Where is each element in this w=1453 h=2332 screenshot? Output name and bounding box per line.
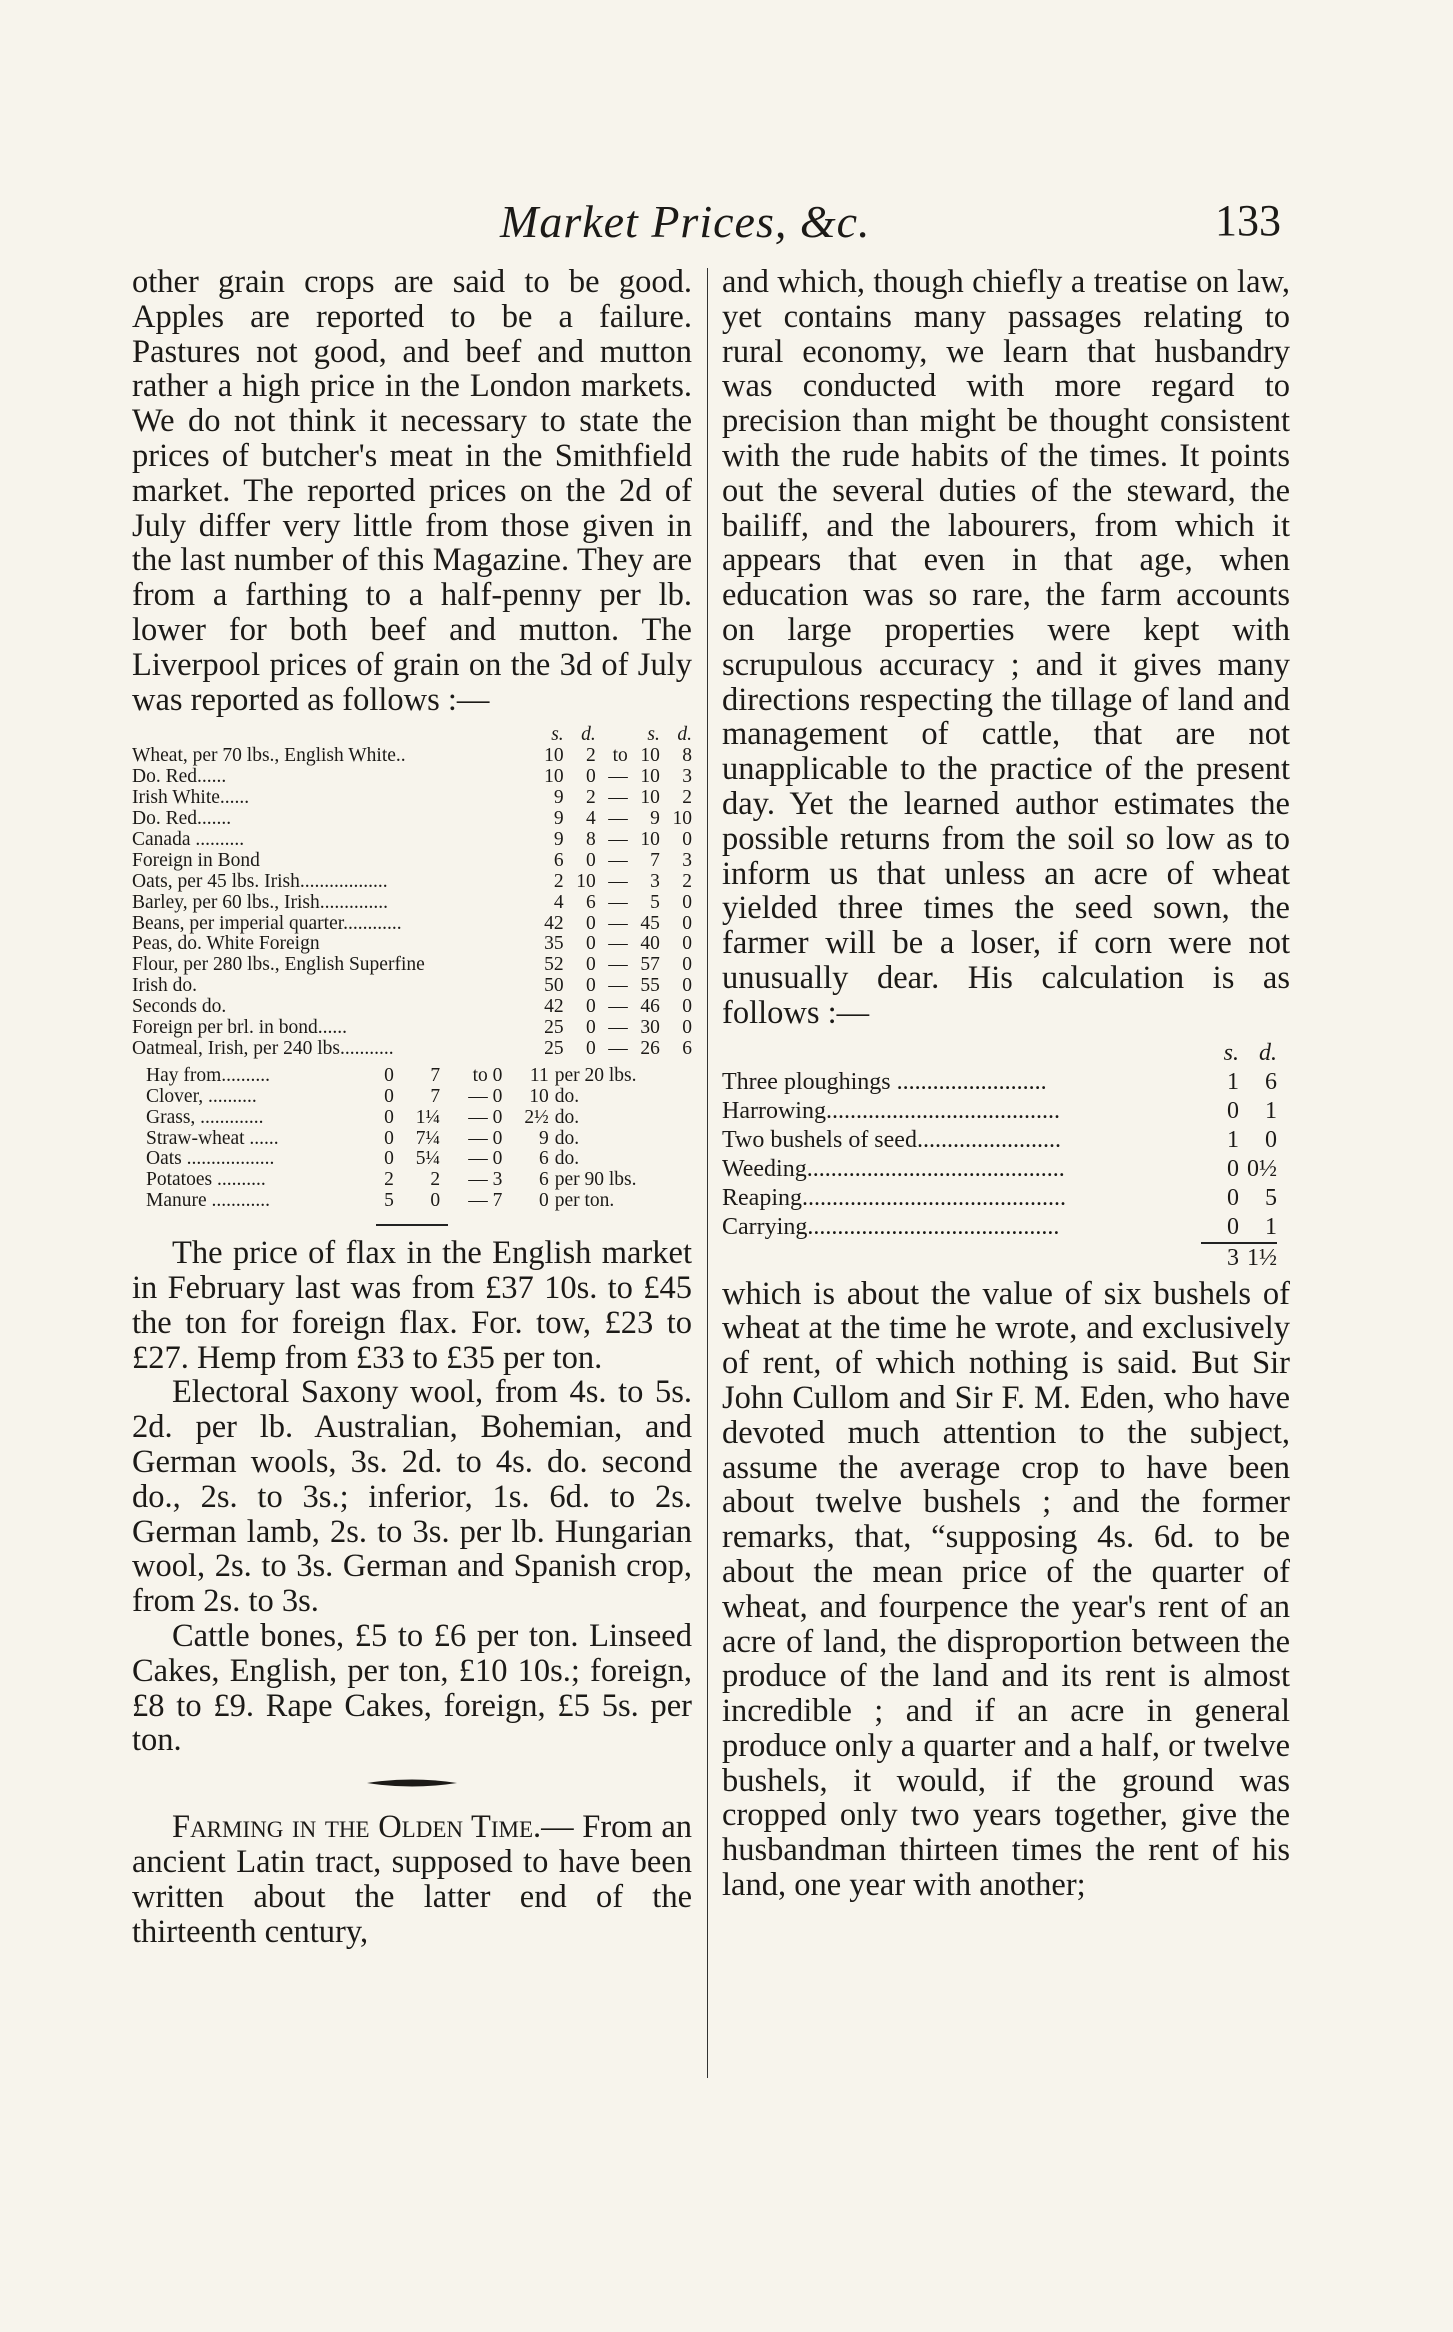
row-sep: — 7 [468,1190,503,1212]
row-s1: 25 [544,1017,564,1039]
row-c: 10 [529,1085,549,1107]
row-unit: per ton. [554,1190,615,1212]
row-sep: — [608,996,628,1018]
calc-s: 0 [1227,1097,1239,1124]
row-b: 0 [430,1190,441,1212]
flax-paragraph: The price of flax in the English market in February last was from £37 10s. to £45 the ton for foreign flax. For. tow, £23 to £27. Hemp from £33 to £35 per ton. [132,1235,692,1376]
row-d1: 4 [585,807,596,829]
table-row [132,893,692,914]
row-label: Irish do. [132,975,197,997]
table-row [132,767,692,788]
table-row [132,851,692,872]
row-d2: 0 [682,996,692,1018]
row-d2: 2 [682,870,692,892]
table-row [722,1097,1277,1126]
row-c: 0 [538,1190,549,1212]
row-b: 1¼ [415,1106,441,1128]
row-d1: 0 [585,1037,596,1059]
row-unit: per 20 lbs. [554,1064,637,1086]
olden-time-paragraph [132,1810,692,1949]
calc-label: Two bushels of seed........................ [722,1126,1061,1153]
calc-d: 1 [1265,1213,1277,1240]
calc-d: 6 [1265,1068,1277,1095]
calc-label: Harrowing....................................... [722,1097,1060,1124]
row-s1: 9 [553,807,564,829]
page-number: 133 [1215,196,1281,245]
row-s2: 55 [640,975,660,997]
calc-label: Weeding........................................... [722,1155,1065,1182]
row-d2: 0 [682,828,692,850]
table-row [722,1213,1277,1243]
table-row [132,914,692,935]
table-row [722,1068,1277,1097]
header-d2: d. [677,724,692,746]
row-sep: — [608,1017,628,1039]
row-c: 9 [538,1127,549,1149]
row-a: 0 [384,1085,394,1107]
table-row [722,1126,1277,1155]
header-s1: s. [551,724,564,746]
calc-s: 0 [1227,1213,1239,1240]
row-label: Wheat, per 70 lbs., English White.. [132,745,406,767]
row-label: Beans, per imperial quarter............ [132,912,402,934]
calc-s: 0 [1227,1155,1239,1182]
calc-header [722,1039,1277,1068]
table-row [132,1129,692,1150]
table-row [132,955,692,976]
row-label: Seconds do. [132,996,227,1018]
row-sep: — [608,807,628,829]
row-s2: 30 [640,1017,660,1039]
row-d1: 0 [585,1017,596,1039]
calc-s: 1 [1227,1126,1239,1153]
ornament-rule-icon [367,1776,457,1790]
row-d1: 8 [585,828,596,850]
row-sep: — [608,912,628,934]
right-paragraph-1: and which, though chiefly a treatise on law, yet contains many passages relating to rural economy, we learn that husbandry was conducted with more regard to precision than might be thought consistent with the rude habits of the times. It points out the several duties of the steward, the bailiff, and the labourers, from which it appears that even in that age, when education was so rare, the farm accounts on large properties were kept with scrupulous accuracy ; and it gives many directions respecting the tillage of land and management of cattle, that are not unapplicable to the practice of the present day. Yet the learned author estimates the possible returns from the soil so low as to inform us that unless an acre of wheat yielded three times the seed sown, the farmer will be a loser, if corn were not unusually dear. His calculation is as follows :— [722,264,1290,1031]
row-b: 7 [430,1085,441,1107]
row-label: Manure ............ [146,1190,271,1212]
row-label: Oats .................. [146,1148,275,1170]
row-unit: do. [554,1106,580,1128]
row-b: 7 [430,1064,441,1086]
row-a: 5 [384,1190,394,1212]
calc-total-s: 3 [1201,1243,1239,1273]
calc-label: Reaping............................................ [722,1184,1066,1211]
row-s1: 10 [544,766,564,788]
calc-d: 0½ [1247,1155,1277,1182]
row-label: Straw-wheat ...... [146,1127,279,1149]
fodder-price-table [132,1066,692,1212]
table-row [132,1066,692,1087]
row-s1: 9 [553,787,564,809]
row-d1: 6 [585,891,596,913]
row-a: 2 [384,1169,394,1191]
row-a: 0 [384,1106,394,1128]
row-sep: — [608,870,628,892]
row-s2: 46 [640,996,660,1018]
calc-d: 1 [1265,1097,1277,1124]
grain-price-table [132,725,692,1060]
row-c: 6 [538,1148,549,1170]
table-row [132,1149,692,1170]
row-a: 0 [384,1127,394,1149]
row-label: Canada .......... [132,828,245,850]
row-d2: 2 [682,787,692,809]
table-row [132,872,692,893]
row-d1: 10 [576,870,596,892]
row-s2: 26 [640,1037,660,1059]
row-sep: — [608,1037,628,1059]
right-paragraph-2: which is about the value of six bushels of wheat at the time he wrote, and exclusively of rent, of which nothing is said. But Sir John Cullom and Sir F. M. Eden, who have devoted much attention to the subject, assume the average crop to have been about twelve bushels ; and the former remarks, that, “supposing 4s. 6d. to be about the mean price of the quarter of wheat, and fourpence the year's rent of an acre of land, the disproportion between the produce of the land and its rent is almost incredible ; and if an acre in general produce only a quarter and a half, or twelve bushels, it would, if the ground was cropped only two years together, give the husbandman thirteen times the rent of his land, one year with another; [722,1275,1290,1904]
row-sep: — 0 [468,1127,503,1149]
row-b: 7¼ [415,1127,441,1149]
row-label: Oats, per 45 lbs. Irish.................. [132,870,388,892]
row-label: Clover, .......... [146,1085,257,1107]
row-d1: 2 [585,745,596,767]
cakes-paragraph: Cattle bones, £5 to £6 per ton. Linseed Cakes, English, per ton, £10 10s.; foreign, £8 to £9. Rape Cakes, foreign, £5 5s. per ton. [132,1617,692,1759]
row-unit: per 90 lbs. [554,1169,637,1191]
row-d2: 0 [682,912,692,934]
olden-time-text: From an ancient Latin tract, supposed to have been written about the latter end of the thirteenth century, [132,1809,693,1950]
row-s1: 35 [544,933,564,955]
row-d2: 0 [682,975,692,997]
calc-total-row [722,1243,1277,1273]
table-row [132,809,692,830]
running-head: Market Prices, &c. [500,196,871,247]
row-label: Oatmeal, Irish, per 240 lbs........... [132,1037,394,1059]
right-column [722,265,1290,1903]
calc-s: 0 [1227,1184,1239,1211]
table-row [132,997,692,1018]
row-d1: 0 [585,766,596,788]
table-row [132,1170,692,1191]
table-row [722,1184,1277,1213]
row-d1: 0 [585,933,596,955]
row-label: Grass, ............. [146,1106,264,1128]
table-row [132,788,692,809]
row-unit: do. [554,1085,580,1107]
row-sep: — [608,891,628,913]
row-label: Irish White...... [132,787,250,809]
row-c: 2½ [524,1106,549,1128]
row-s1: 25 [544,1037,564,1059]
row-d2: 0 [682,1017,692,1039]
row-label: Flour, per 280 lbs., English Superfine [132,954,425,976]
row-s2: 45 [640,912,660,934]
row-s1: 2 [553,870,564,892]
table-row [132,1018,692,1039]
row-unit: do. [554,1148,580,1170]
table-row [132,1039,692,1060]
left-paragraph-1: other grain crops are said to be good. Apples are reported to be a failure. Pastures not good, and beef and mutton rather a high price in the London markets. We do not think it necessary to state the prices of butcher's meat in the Smithfield market. The reported prices on the 2d of July differ very little from those given in the last number of this Magazine. They are from a farthing to a half-penny per lb. lower for both beef and mutton. The Liverpool prices of grain on the 3d of July was reported as follows :— [132,264,692,718]
row-d2: 8 [682,745,692,767]
row-d1: 2 [585,787,596,809]
calc-d: 5 [1265,1184,1277,1211]
row-sep: — 0 [468,1085,503,1107]
row-label: Hay from.......... [146,1064,271,1086]
row-d2: 6 [682,1037,692,1059]
row-s2: 10 [640,766,660,788]
row-d2: 3 [682,849,692,871]
row-d2: 0 [682,933,692,955]
row-sep: — [608,828,628,850]
row-s2: 40 [640,933,660,955]
row-a: 0 [384,1148,394,1170]
row-unit: do. [554,1127,580,1149]
row-s2: 3 [650,870,660,892]
row-label: Foreign per brl. in bond...... [132,1017,348,1039]
calculation-table [722,1039,1277,1273]
price-table-header [132,725,692,746]
table-row [132,746,692,767]
row-label: Do. Red...... [132,766,227,788]
left-column [132,265,692,1949]
row-sep: — 0 [468,1106,503,1128]
calc-header-d: d. [1259,1039,1277,1066]
row-s1: 52 [544,954,564,976]
table-row [132,830,692,851]
row-s2: 9 [650,807,660,829]
row-d1: 0 [585,996,596,1018]
row-sep: — 3 [468,1169,503,1191]
row-a: 0 [384,1064,394,1086]
row-s1: 42 [544,996,564,1018]
row-sep: — [608,975,628,997]
section-heading: Farming in the Olden Time.— [172,1809,574,1846]
row-sep: — 0 [468,1148,503,1170]
row-s1: 10 [544,745,564,767]
header-d1: d. [581,724,596,746]
row-d2: 3 [682,766,692,788]
row-label: Peas, do. White Foreign [132,933,320,955]
row-sep: — [608,787,628,809]
row-s2: 10 [640,787,660,809]
calc-d: 0 [1265,1126,1277,1153]
calc-label: Carrying.......................................... [722,1214,1060,1241]
row-sep: — [608,766,628,788]
row-sep: — [608,933,628,955]
wool-paragraph: Electoral Saxony wool, from 4s. to 5s. 2d. per lb. Australian, Bohemian, and German wools, 3s. 2d. to 4s. do. second do., 2s. to 3s.; inferior, 1s. 6d. to 2s. German lamb, 2s. to 3s. per lb. Hungarian wool, 2s. to 3s. German and Spanish crop, from 2s. to 3s. [132,1374,692,1620]
row-label: Barley, per 60 lbs., Irish.............. [132,891,388,913]
row-c: 11 [529,1064,549,1086]
row-sep: — [608,849,628,871]
row-d1: 0 [585,954,596,976]
row-d1: 0 [585,975,596,997]
row-s2: 10 [640,745,660,767]
calc-header-s: s. [1223,1039,1239,1066]
calc-s: 1 [1227,1068,1239,1095]
row-label: Do. Red....... [132,807,232,829]
row-sep: to [612,745,628,767]
row-sep: to 0 [472,1064,503,1086]
row-s1: 42 [544,912,564,934]
row-s1: 4 [553,891,564,913]
row-d1: 0 [585,849,596,871]
row-d2: 0 [682,891,692,913]
column-divider [707,268,708,2078]
row-label: Potatoes .......... [146,1169,266,1191]
table-row [132,1191,692,1212]
table-row [722,1155,1277,1184]
section-rule [376,1224,448,1226]
calc-label: Three ploughings ......................... [722,1068,1047,1095]
row-s2: 10 [640,828,660,850]
row-s2: 57 [640,954,660,976]
row-b: 5¼ [415,1148,441,1170]
table-row [132,1087,692,1108]
row-sep: — [608,954,628,976]
table-row [132,1108,692,1129]
table-row [132,934,692,955]
row-d2: 0 [682,954,692,976]
header-s2: s. [647,724,660,746]
row-d1: 0 [585,912,596,934]
calc-total-d: 1½ [1239,1243,1277,1273]
row-s1: 6 [553,849,564,871]
row-s2: 7 [650,849,660,871]
row-s1: 9 [553,828,564,850]
row-d2: 10 [672,807,692,829]
row-b: 2 [430,1169,441,1191]
row-c: 6 [538,1169,549,1191]
row-s2: 5 [650,891,660,913]
table-row [132,976,692,997]
row-s1: 50 [544,975,564,997]
row-label: Foreign in Bond [132,849,260,871]
